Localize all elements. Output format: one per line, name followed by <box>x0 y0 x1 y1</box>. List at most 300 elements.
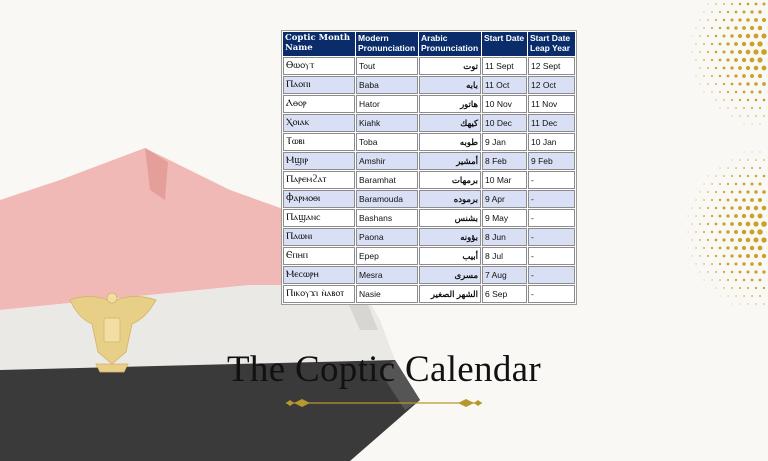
dot <box>753 237 758 242</box>
cell-leap-date: 9 Feb <box>528 152 575 170</box>
dot <box>704 280 705 281</box>
dot <box>734 230 738 234</box>
dot <box>715 239 718 242</box>
dot <box>699 207 700 208</box>
dot <box>762 82 766 86</box>
header-start-date: Start Date <box>482 32 527 56</box>
table-row <box>283 152 575 170</box>
cell-coptic: Ⲡⲓⲕⲟⲩϫⲓ ⲛ̀ⲁⲃⲟⲧ <box>283 285 355 303</box>
dot <box>692 52 693 53</box>
cell-start-date: 6 Sep <box>482 285 527 303</box>
dot <box>751 279 754 282</box>
dot <box>727 107 728 108</box>
dot <box>739 159 740 160</box>
dot <box>695 247 696 248</box>
cell-coptic: Ⲭⲟⲓⲁⲕ <box>283 114 355 132</box>
cell-leap-date: - <box>528 171 575 189</box>
dot <box>759 167 761 169</box>
dot <box>743 91 746 94</box>
dot <box>738 254 742 258</box>
dot <box>727 27 730 30</box>
dot <box>746 270 749 273</box>
dot <box>715 271 717 273</box>
dot <box>727 263 730 266</box>
table-row <box>283 209 575 227</box>
dot <box>754 66 759 71</box>
dot <box>726 42 729 45</box>
cell-modern: Toba <box>356 133 418 151</box>
dot <box>719 91 721 93</box>
cell-coptic: Ⲙϣⲓⲣ <box>283 152 355 170</box>
cell-leap-date: - <box>528 247 575 265</box>
dot <box>715 83 717 85</box>
dot <box>715 223 718 226</box>
dot <box>730 254 733 257</box>
dot <box>727 167 728 168</box>
dot <box>700 272 701 273</box>
dot <box>707 83 708 84</box>
dot <box>743 107 745 109</box>
dot <box>751 167 753 169</box>
cell-start-date: 9 May <box>482 209 527 227</box>
dot <box>719 279 721 281</box>
dot <box>754 190 757 193</box>
dot <box>730 66 733 69</box>
diamond-divider-icon <box>284 396 484 410</box>
dot <box>696 264 697 265</box>
cell-leap-date: 12 Oct <box>528 76 575 94</box>
header-coptic-month-name: Coptic Month Name <box>283 32 355 56</box>
header-start-date-leap-year: Start Date Leap Year <box>528 32 575 56</box>
dot <box>711 215 713 217</box>
dot <box>722 222 725 225</box>
dot <box>763 175 766 178</box>
dot <box>715 19 717 21</box>
dot <box>738 190 741 193</box>
cell-start-date: 8 Jun <box>482 228 527 246</box>
dot <box>692 256 693 257</box>
dot <box>688 248 689 249</box>
dot <box>711 247 713 249</box>
dot <box>746 238 751 243</box>
dot <box>747 303 748 304</box>
dot <box>707 271 708 272</box>
dot <box>719 199 721 201</box>
dot <box>707 207 709 209</box>
dot <box>715 175 716 176</box>
dot <box>711 199 713 201</box>
dot <box>692 208 693 209</box>
dot <box>727 183 729 185</box>
dot <box>750 58 755 63</box>
dot <box>742 26 746 30</box>
dot <box>707 35 709 37</box>
cell-coptic: Ⲁⲑⲟⲣ <box>283 95 355 113</box>
dot <box>723 191 725 193</box>
dot <box>746 66 750 70</box>
dot <box>715 255 717 257</box>
cell-arabic: أبيب <box>419 247 481 265</box>
dot <box>742 214 746 218</box>
cell-coptic: Ⲑⲱⲟⲩⲧ <box>283 57 355 75</box>
cell-leap-date: - <box>528 209 575 227</box>
dot <box>761 33 766 38</box>
dot <box>734 198 737 201</box>
table-header-row <box>283 32 575 56</box>
dot <box>750 262 754 266</box>
dot <box>722 238 725 241</box>
dot <box>734 214 738 218</box>
cell-arabic: بابه <box>419 76 481 94</box>
dot <box>752 124 753 125</box>
dot <box>743 279 746 282</box>
header-arabic-pronunciation: Arabic Pronunciation <box>419 32 481 56</box>
cell-modern: Baramouda <box>356 190 418 208</box>
dot <box>719 247 722 250</box>
dot <box>723 255 726 258</box>
cell-start-date: 7 Aug <box>482 266 527 284</box>
dot <box>703 183 704 184</box>
table-row <box>283 266 575 284</box>
dot <box>731 19 734 22</box>
cell-leap-date: 11 Nov <box>528 95 575 113</box>
cell-start-date: 9 Apr <box>482 190 527 208</box>
dot <box>715 3 716 4</box>
dot <box>742 246 746 250</box>
dot <box>723 271 725 273</box>
dot <box>707 51 709 53</box>
dot <box>751 91 754 94</box>
dot <box>762 270 765 273</box>
dot <box>703 43 705 45</box>
cell-arabic: أمشير <box>419 152 481 170</box>
dot <box>719 263 721 265</box>
dot <box>761 237 766 242</box>
dot <box>758 74 762 78</box>
dot <box>726 214 729 217</box>
dot <box>753 221 758 226</box>
dot <box>753 49 758 54</box>
dot <box>747 287 749 289</box>
dot-pattern-icon <box>678 0 768 130</box>
dot <box>750 26 754 30</box>
cell-start-date: 8 Feb <box>482 152 527 170</box>
dot <box>727 11 729 13</box>
dot <box>759 151 760 152</box>
dot <box>755 287 757 289</box>
dot <box>742 74 746 78</box>
dot <box>757 41 762 46</box>
dot <box>696 28 697 29</box>
dot <box>730 206 733 209</box>
cell-modern: Baramhat <box>356 171 418 189</box>
cell-modern: Amshir <box>356 152 418 170</box>
dot <box>742 42 746 46</box>
cell-modern: Epep <box>356 247 418 265</box>
dot <box>754 270 757 273</box>
cell-arabic: توت <box>419 57 481 75</box>
dot <box>761 49 767 55</box>
cell-arabic: مسرى <box>419 266 481 284</box>
dot <box>757 57 762 62</box>
table-row <box>283 285 575 303</box>
cell-arabic: هاتور <box>419 95 481 113</box>
dot <box>703 11 704 12</box>
page-title: The Coptic Calendar <box>227 349 541 390</box>
dot <box>703 27 704 28</box>
cell-modern: Mesra <box>356 266 418 284</box>
dot <box>742 198 746 202</box>
dot <box>708 4 709 5</box>
dot <box>711 231 713 233</box>
table-row <box>283 114 575 132</box>
cell-start-date: 9 Jan <box>482 133 527 151</box>
cell-leap-date: 12 Sept <box>528 57 575 75</box>
dot <box>755 115 757 117</box>
dot <box>750 246 754 250</box>
cell-leap-date: - <box>528 266 575 284</box>
dot <box>719 183 721 185</box>
cell-leap-date: - <box>528 190 575 208</box>
dot <box>734 26 737 29</box>
dot <box>744 124 745 125</box>
dot <box>691 239 692 240</box>
dot <box>699 19 700 20</box>
dot <box>763 115 765 117</box>
dot <box>708 176 709 177</box>
table-row <box>283 228 575 246</box>
dot <box>762 190 766 194</box>
dot <box>700 84 701 85</box>
dot <box>734 262 737 265</box>
dot <box>747 99 749 101</box>
dot <box>743 167 745 169</box>
dot <box>692 36 693 37</box>
dot <box>746 254 750 258</box>
dot <box>758 214 763 219</box>
dot <box>715 35 717 37</box>
dot <box>734 58 738 62</box>
dot <box>723 35 726 38</box>
dot <box>695 231 696 232</box>
dot <box>755 175 758 178</box>
dot <box>758 10 761 13</box>
cell-start-date: 11 Oct <box>482 76 527 94</box>
dot <box>751 107 753 109</box>
dot <box>731 271 734 274</box>
dot <box>754 34 759 39</box>
dot <box>759 107 761 109</box>
cell-coptic: Ⲡⲁⲱⲛⲓ <box>283 228 355 246</box>
dot <box>699 239 701 241</box>
dot <box>723 83 725 85</box>
dot <box>707 223 709 225</box>
cell-arabic: الشهر الصغير <box>419 285 481 303</box>
cell-modern: Nasie <box>356 285 418 303</box>
dot <box>738 206 742 210</box>
dot <box>747 115 748 116</box>
dot <box>727 199 730 202</box>
table-row <box>283 190 575 208</box>
dot <box>750 74 754 78</box>
dot <box>751 183 754 186</box>
dot <box>719 215 722 218</box>
dot <box>699 223 701 225</box>
dot <box>739 175 741 177</box>
dot <box>730 238 734 242</box>
cell-modern: Baba <box>356 76 418 94</box>
cell-modern: Bashans <box>356 209 418 227</box>
dot <box>727 75 730 78</box>
cell-arabic: برموده <box>419 190 481 208</box>
dot <box>735 167 737 169</box>
coptic-calendar-table <box>281 30 577 305</box>
dot <box>703 199 705 201</box>
dot <box>723 207 726 210</box>
dot <box>763 159 765 161</box>
dot <box>726 230 729 233</box>
dot <box>703 247 705 249</box>
dot <box>730 222 734 226</box>
table-row <box>283 171 575 189</box>
dot <box>762 206 767 211</box>
dot <box>695 199 696 200</box>
dot <box>703 215 705 217</box>
cell-coptic: Ⲧⲱⲃⲓ <box>283 133 355 151</box>
dot <box>711 59 713 61</box>
dot <box>734 42 738 46</box>
dot <box>695 59 696 60</box>
dot <box>715 287 716 288</box>
dot <box>703 75 704 76</box>
table-row <box>283 95 575 113</box>
dot <box>742 58 746 62</box>
dot <box>759 295 761 297</box>
dot <box>704 92 705 93</box>
dot <box>723 287 724 288</box>
cell-start-date: 11 Sept <box>482 57 527 75</box>
dot <box>720 108 721 109</box>
dot <box>699 35 700 36</box>
dot <box>699 51 700 52</box>
table-row <box>283 247 575 265</box>
cell-modern: Kiahk <box>356 114 418 132</box>
dot <box>719 27 721 29</box>
cell-coptic: Ⲡⲁⲣⲉⲙϩⲁⲧ <box>283 171 355 189</box>
dot <box>750 42 755 47</box>
dot <box>762 254 766 258</box>
dot <box>755 159 757 161</box>
dot <box>754 18 758 22</box>
dot <box>719 231 722 234</box>
dot <box>746 34 750 38</box>
cell-leap-date: - <box>528 285 575 303</box>
dot <box>711 43 713 45</box>
dot <box>740 304 741 305</box>
dot <box>703 263 704 264</box>
dot <box>751 295 753 297</box>
dot <box>719 11 721 13</box>
dot <box>738 50 742 54</box>
dot <box>715 207 717 209</box>
dot <box>758 90 761 93</box>
dot <box>695 43 696 44</box>
dot <box>711 27 713 29</box>
dot <box>703 231 705 233</box>
dot <box>730 50 734 54</box>
dot <box>719 59 722 62</box>
dot <box>746 206 750 210</box>
dot <box>720 296 721 297</box>
dot <box>734 74 737 77</box>
dot <box>747 3 750 6</box>
dot <box>734 246 738 250</box>
dot <box>723 99 725 101</box>
table-row <box>283 57 575 75</box>
dot <box>762 18 766 22</box>
dot <box>695 215 696 216</box>
dot <box>742 230 746 234</box>
dot <box>731 287 733 289</box>
header-modern-pronunciation: Modern Pronunciation <box>356 32 418 56</box>
cell-leap-date: - <box>528 228 575 246</box>
dot <box>758 26 762 30</box>
dot <box>763 3 766 6</box>
dot <box>759 123 760 124</box>
dot <box>738 66 742 70</box>
dot <box>731 99 733 101</box>
dot <box>711 183 712 184</box>
dot <box>703 59 705 61</box>
dot <box>726 58 729 61</box>
dot <box>747 175 749 177</box>
dot <box>758 182 761 185</box>
dot <box>754 206 758 210</box>
cell-coptic: Ⲫⲁⲣⲙⲟⲑⲓ <box>283 190 355 208</box>
dot <box>747 159 748 160</box>
dot <box>735 91 737 93</box>
dot <box>727 279 729 281</box>
dot <box>723 67 726 70</box>
dot <box>711 11 712 12</box>
dot <box>735 279 737 281</box>
dot <box>754 254 758 258</box>
dot <box>746 222 751 227</box>
dot <box>707 19 709 21</box>
dot <box>732 116 733 117</box>
dot <box>763 303 764 304</box>
dot <box>727 91 729 93</box>
cell-start-date: 10 Nov <box>482 95 527 113</box>
cell-leap-date: 10 Jan <box>528 133 575 151</box>
table-row <box>283 133 575 151</box>
cell-modern: Tout <box>356 57 418 75</box>
dot <box>738 82 741 85</box>
dot <box>699 255 700 256</box>
dot <box>743 11 746 14</box>
dot <box>738 18 741 21</box>
table-row <box>283 76 575 94</box>
cell-modern: Hator <box>356 95 418 113</box>
dot <box>719 167 720 168</box>
dot <box>715 51 718 54</box>
dot <box>750 230 755 235</box>
dot <box>723 175 725 177</box>
dot <box>761 221 767 227</box>
dot <box>726 246 729 249</box>
dot <box>743 183 746 186</box>
cell-start-date: 10 Dec <box>482 114 527 132</box>
